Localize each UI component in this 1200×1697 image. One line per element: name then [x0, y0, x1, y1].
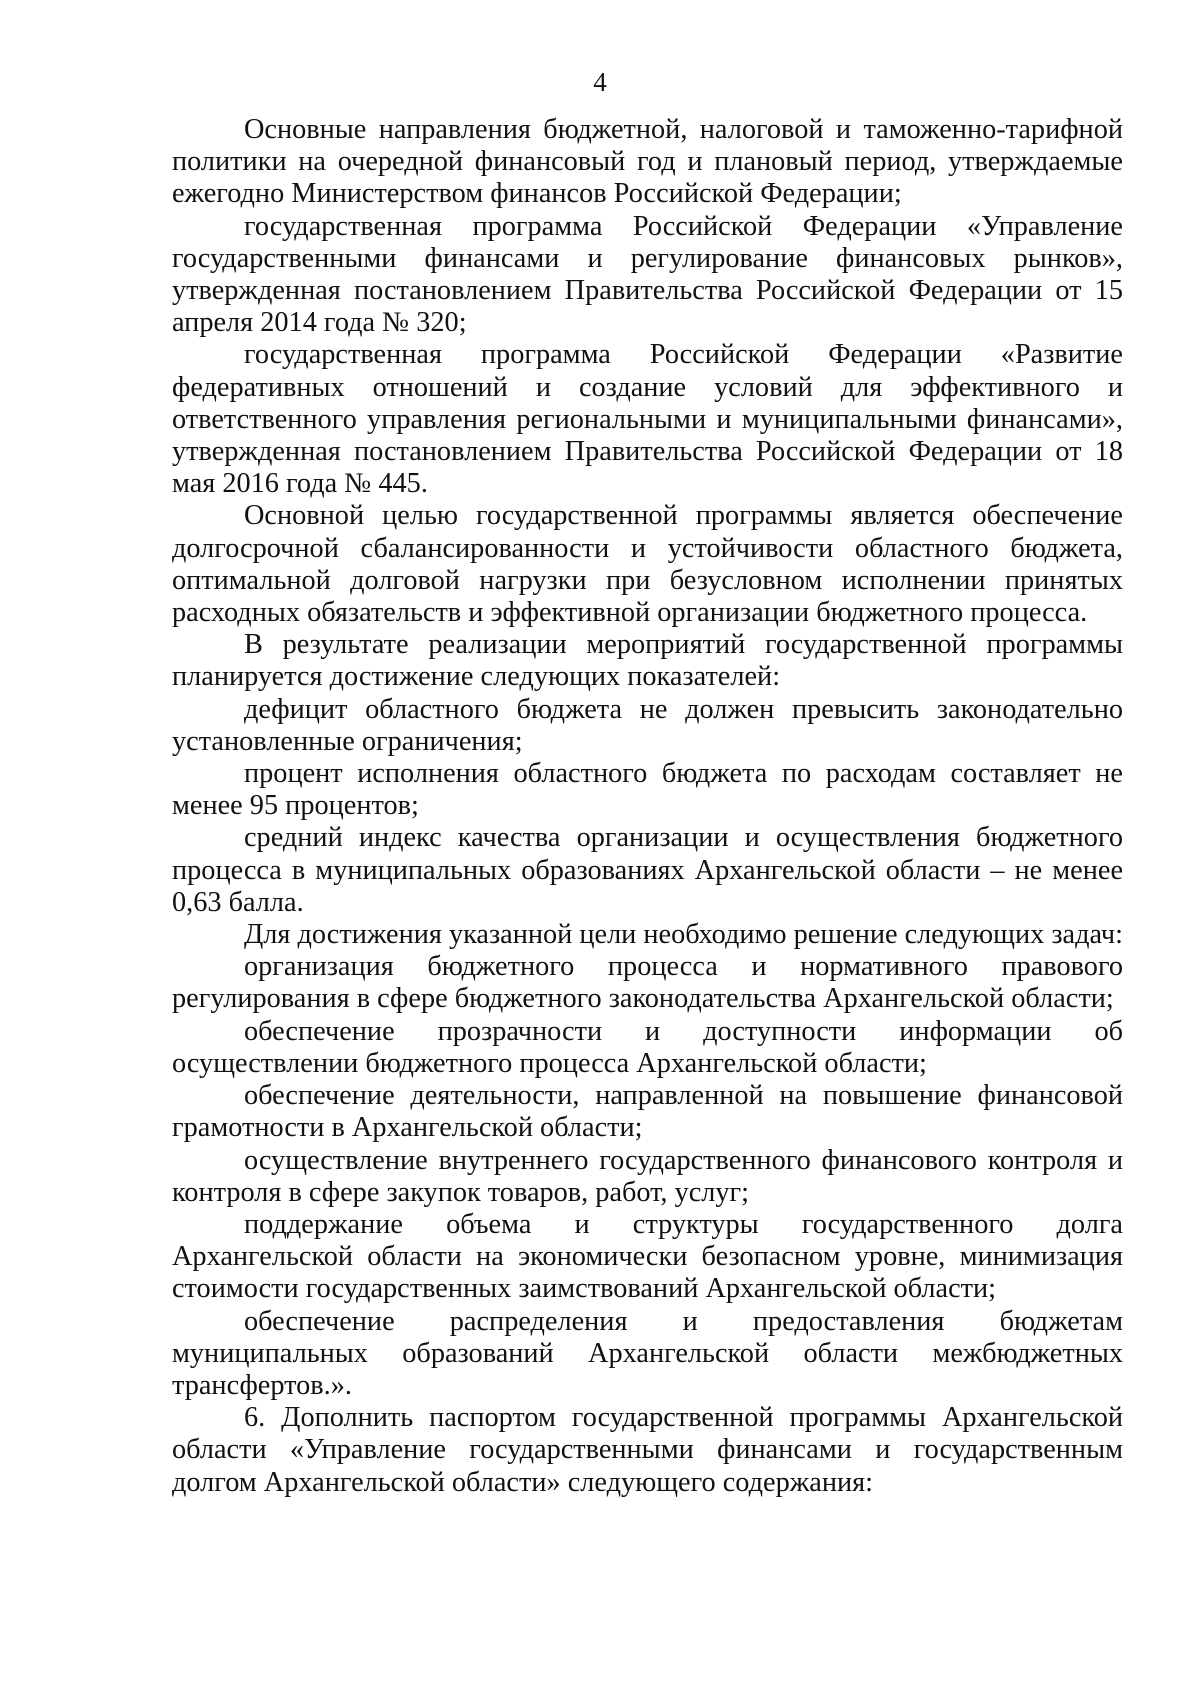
paragraph-item-6-program-passport: 6. Дополнить паспортом государственной программы Архангельской области «Управление государственными финансами и государственным долгом Архангельской области» следующего содержания:	[172, 1402, 1123, 1498]
paragraph-state-program-finance-management: государственная программа Российской Федерации «Управление государственными финансами и регулирование финансовых рынков», утвержденная постановлением Правительства Российской Федерации от 15 апреля 2014 года № 320;	[172, 210, 1123, 339]
paragraph-expected-results: В результате реализации мероприятий государственной программы планируется достижение следующих показателей:	[172, 629, 1123, 693]
paragraph-tasks-intro: Для достижения указанной цели необходимо решение следующих задач:	[244, 919, 1123, 951]
paragraph-state-program-federative-relations: государственная программа Российской Федерации «Развитие федеративных отношений и создание условий для эффективного и ответственного управления региональными и муниципальными финансами», утвержденная постановлением Правительства Российской Федерации от 18 мая 2016 года № 445.	[172, 339, 1123, 500]
paragraph-task-financial-literacy: обеспечение деятельности, направленной на повышение финансовой грамотности в Архангельской области;	[172, 1080, 1123, 1144]
paragraph-task-state-debt: поддержание объема и структуры государственного долга Архангельской области на экономически безопасном уровне, минимизация стоимости государственных заимствований Архангельской области;	[172, 1208, 1123, 1305]
paragraph-main-goal: Основной целью государственной программы является обеспечение долгосрочной сбалансированности и устойчивости областного бюджета, оптимальной долговой нагрузки при безусловном исполнении принятых расходных обязательств и эффективной организации бюджетного процесса.	[172, 500, 1123, 629]
paragraph-task-financial-control: осуществление внутреннего государственного финансового контроля и контроля в сфере закупок товаров, работ, услуг;	[172, 1144, 1123, 1208]
paragraph-task-budget-process: организация бюджетного процесса и нормативного правового регулирования в сфере бюджетного законодательства Архангельской области;	[172, 951, 1123, 1015]
paragraph-indicator-deficit: дефицит областного бюджета не должен превысить законодательно установленные ограничения;	[172, 693, 1123, 757]
document-body	[172, 114, 1123, 1499]
page-number: 4	[593, 67, 607, 97]
paragraph-task-transfers: обеспечение распределения и предоставления бюджетам муниципальных образований Архангельской области межбюджетных трансфертов.».	[172, 1305, 1123, 1401]
paragraph-task-transparency: обеспечение прозрачности и доступности информации об осуществлении бюджетного процесса Архангельской области;	[172, 1015, 1123, 1079]
paragraph-budget-policy-directions: Основные направления бюджетной, налоговой и таможенно-тарифной политики на очередной финансовый год и плановый период, утверждаемые ежегодно Министерством финансов Российской Федерации;	[172, 114, 1123, 210]
paragraph-indicator-quality-index: средний индекс качества организации и осуществления бюджетного процесса в муниципальных образованиях Архангельской области – не менее 0,63 балла.	[172, 822, 1123, 918]
paragraph-indicator-execution: процент исполнения областного бюджета по расходам составляет не менее 95 процентов;	[172, 758, 1123, 822]
